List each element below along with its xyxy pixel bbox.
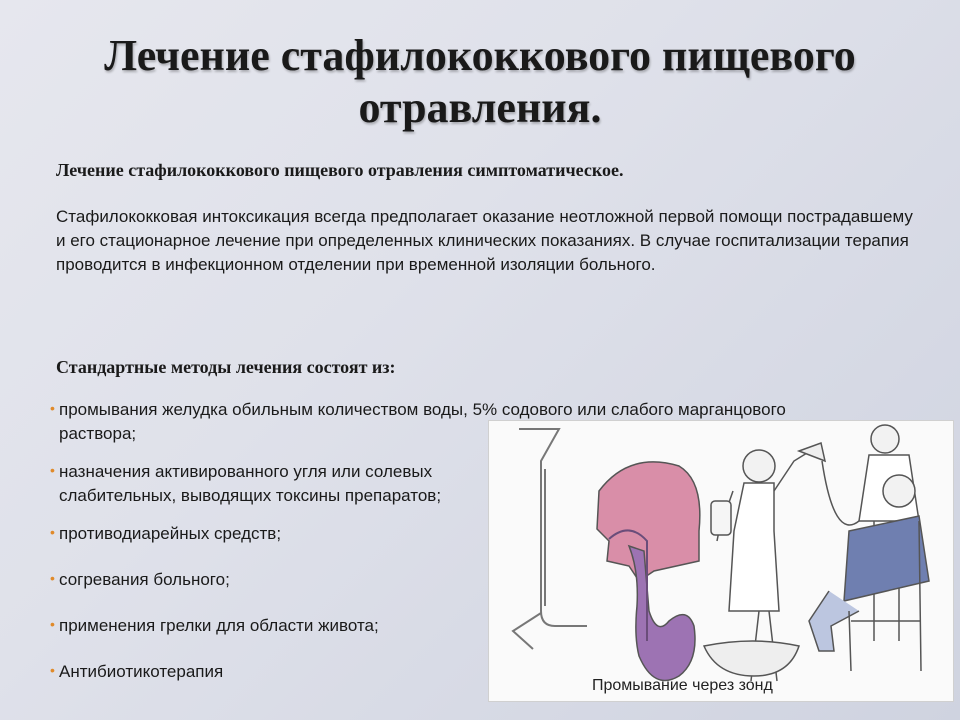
list-item: • противодиарейных средств;: [50, 522, 490, 546]
list-item: • назначения активированного угля или солевых слабительных, выводящих токсины препаратов;: [50, 460, 490, 508]
bullet-icon: •: [50, 662, 55, 678]
slide-title: Лечение стафилококкового пищевого отравления.: [104, 31, 856, 132]
bullet-icon: •: [50, 400, 55, 416]
funnel-tube-icon: [513, 429, 587, 649]
methods-heading: Стандартные методы лечения состоят из:: [56, 357, 396, 377]
intro-paragraph: Стафилококковая интоксикация всегда предполагает оказание неотложной первой помощи пострадавшему и его стационарное лечение при определенных клинических показаниях. В случае госпитализации терапия проводится в инфекционном отделении при временной изоляции больного.: [56, 207, 913, 274]
gastric-lavage-illustration: [488, 420, 954, 702]
methods-list: [50, 398, 786, 684]
list-item: • согревания больного;: [50, 568, 490, 592]
list-item: • промывания желудка обильным количеством воды, 5% содового или слабого марганцового раствора;: [50, 398, 859, 446]
bullet-icon: •: [50, 570, 55, 586]
intro-heading: Лечение стафилококкового пищевого отравления симптоматическое.: [56, 160, 624, 180]
list-item: • применения грелки для области живота;: [50, 614, 490, 638]
bullet-icon: •: [50, 616, 55, 632]
basin-icon: [704, 641, 799, 676]
head-profile-icon: [597, 462, 700, 581]
list-item: • Антибиотикотерапия: [50, 660, 490, 684]
bullet-icon: •: [50, 462, 55, 478]
illustration-caption: Промывание через зонд: [592, 677, 773, 694]
funnel-icon: [799, 443, 825, 461]
bullet-icon: •: [50, 524, 55, 540]
illustration-svg: [489, 421, 953, 701]
